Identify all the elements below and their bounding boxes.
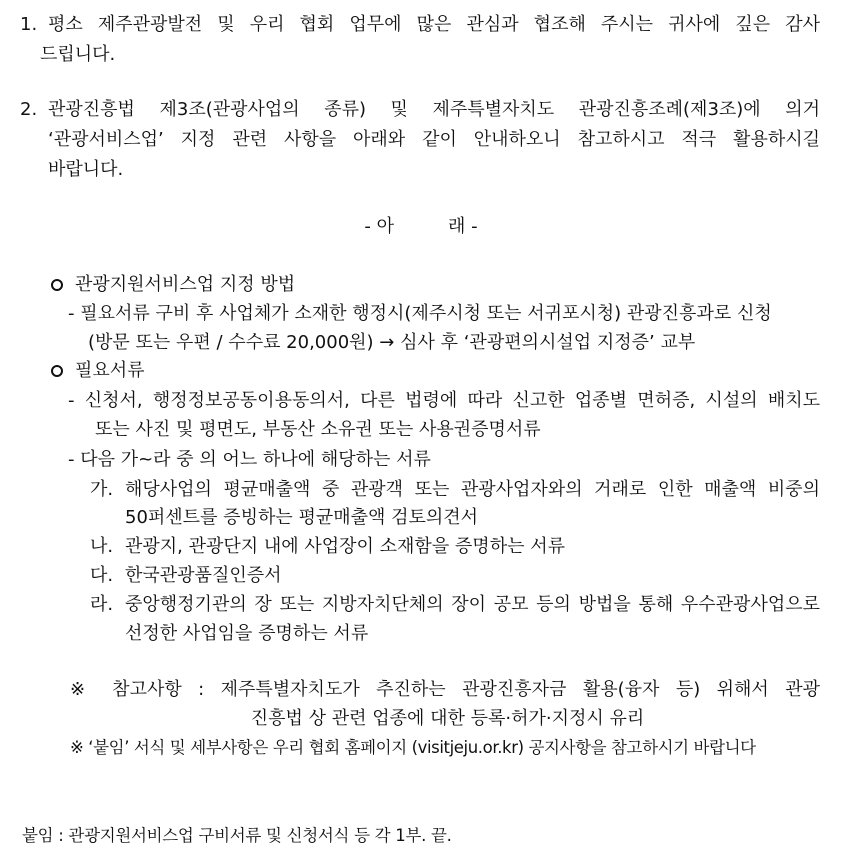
sub-item-line1: 해당사업의 평균매출액 중 관광객 또는 관광사업자와의 거래로 인한 매출액 비중의: [125, 479, 820, 500]
sub-item-line1: 관광지, 관광단지 내에 사업장이 소재함을 증명하는 서류: [125, 536, 565, 557]
para2-line2: ‘관광서비스업’ 지정 관련 사항을 아래와 같이 안내하오니 참고하시고 적극 활용하시길: [48, 129, 820, 150]
section2-item2: - 다음 가~라 중 의 어느 하나에 해당하는 서류: [68, 449, 431, 470]
section1-item-line2: (방문 또는 우편 / 수수료 20,000원) → 심사 후 ‘관광편의시설업 지정증’ 교부: [88, 332, 696, 353]
sub-item-line1: 중앙행정기관의 장 또는 지방자치단체의 장이 공모 등의 방법을 통해 우수관광사업으로: [125, 594, 820, 615]
sub-item-label: 라.: [90, 594, 114, 615]
sub-item-label: 가.: [90, 479, 114, 500]
sub-item-label: 다.: [90, 565, 114, 586]
sub-item-line2: 선정한 사업임을 증명하는 서류: [125, 623, 369, 644]
circle-bullet-icon: [51, 279, 63, 291]
attachment-line: 붙임 : 관광지원서비스업 구비서류 및 신청서식 등 각 1부. 끝.: [22, 826, 452, 845]
para2-line3: 바랍니다.: [48, 159, 124, 180]
para1-line1: 평소 제주관광발전 및 우리 협회 업무에 많은 관심과 협조해 주시는 귀사에 깊은 감사: [48, 14, 820, 35]
note1-line1: ※ 참고사항 : 제주특별자치도가 추진하는 관광진흥자금 활용(융자 등) 위해서 관광: [70, 679, 820, 700]
para1-number: 1.: [20, 14, 38, 35]
para1-line2: 드립니다.: [40, 44, 116, 65]
circle-bullet-icon: [51, 365, 63, 377]
sub-item-line2: 50퍼센트를 증빙하는 평균매출액 검토의견서: [125, 507, 479, 528]
section1-item-line1: - 필요서류 구비 후 사업체가 소재한 행정시(제주시청 또는 서귀포시청) 관광진흥과로 신청: [68, 303, 772, 324]
note1-line2: 진흥법 상 관련 업종에 대한 등록·허가·지정시 유리: [250, 708, 645, 729]
below-heading: - 아 래 -: [364, 216, 478, 237]
section2-item1-line2: 또는 사진 및 평면도, 부동산 소유권 또는 사용권증명서류: [95, 419, 541, 440]
para2-line1: 관광진흥법 제3조(관광사업의 종류) 및 제주특별자치도 관광진흥조례(제3조)에 의거: [48, 99, 820, 120]
sub-item-label: 나.: [90, 536, 114, 557]
section2-item1-line1: - 신청서, 행정정보공동이용동의서, 다른 법령에 따라 신고한 업종별 면허증, 시설의 배치도: [68, 390, 820, 411]
sub-item-line1: 한국관광품질인증서: [125, 565, 282, 586]
section2-title: 필요서류: [75, 360, 145, 381]
section1-title: 관광지원서비스업 지정 방법: [75, 274, 296, 295]
note2: ※ ‘붙임’ 서식 및 세부사항은 우리 협회 홈페이지 (visitjeju.or.kr) 공지사항을 참고하시기 바랍니다: [70, 738, 756, 757]
para2-number: 2.: [20, 99, 38, 120]
